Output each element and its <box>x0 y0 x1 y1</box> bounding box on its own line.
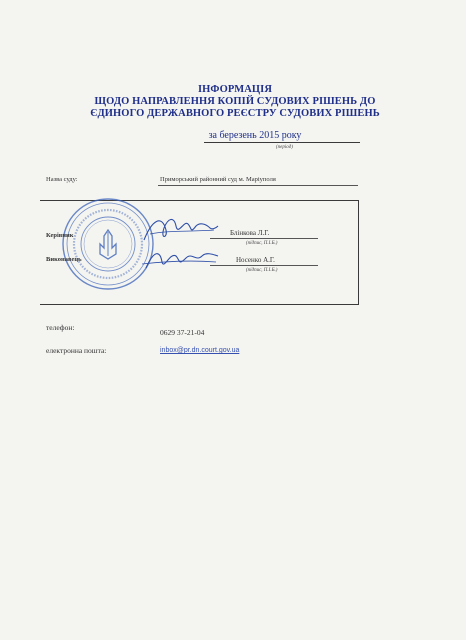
period-underline <box>204 142 360 143</box>
email-label: електронна пошта: <box>46 346 107 355</box>
phone-value: 0629 37-21-04 <box>160 328 205 337</box>
section-divider-bottom <box>40 304 358 305</box>
document-subtitle-line1: ЩОДО НАПРАВЛЕННЯ КОПІЙ СУДОВИХ РІШЕНЬ ДО <box>94 96 376 107</box>
document-title: ІНФОРМАЦІЯ <box>197 84 273 95</box>
report-period: за березень 2015 року <box>208 130 302 141</box>
document-subtitle-line2: ЄДИНОГО ДЕРЖАВНОГО РЕЄСТРУ СУДОВИХ РІШЕНЬ <box>90 108 380 119</box>
email-link[interactable]: inbox@pr.dn.court.gov.ua <box>160 347 240 354</box>
executor-role-label: Виконавець <box>46 256 82 263</box>
head-hint: (підпис, П.І.Б.) <box>246 241 278 246</box>
head-signature <box>140 210 220 246</box>
executor-signature <box>140 244 220 274</box>
phone-label: телефон: <box>46 323 75 332</box>
court-name-value: Приморський районний суд м. Маріуполя <box>160 176 276 183</box>
period-hint: (період) <box>276 145 293 150</box>
executor-hint: (підпис, П.І.Б.) <box>246 268 278 273</box>
head-signature-line <box>210 238 318 239</box>
head-role-label: Керівник <box>46 232 74 239</box>
head-name: Блінкова Л.Г. <box>230 229 270 237</box>
executor-signature-line <box>210 265 318 266</box>
court-name-label: Назва суду: <box>46 176 78 183</box>
section-divider-vertical <box>358 200 359 305</box>
executor-name: Носенко А.Г. <box>236 256 275 264</box>
court-name-underline <box>158 185 358 186</box>
